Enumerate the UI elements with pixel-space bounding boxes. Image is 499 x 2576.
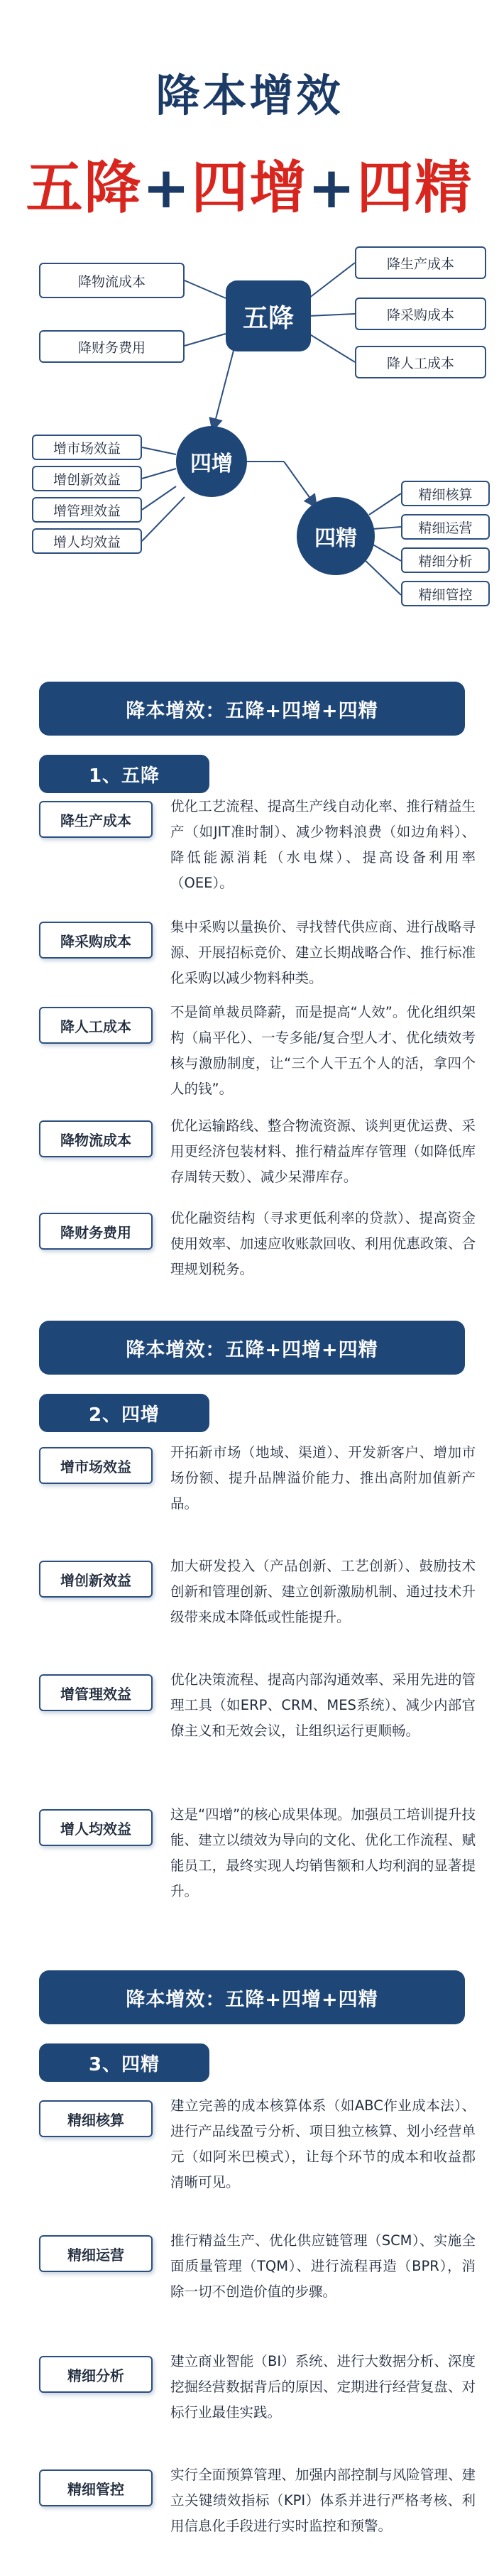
subheader-sijing: 3、四精 [39,2043,209,2082]
leaf-wujiang-shengchan: 降生产成本 [355,246,486,279]
item-label-guanli: 增管理效益 [39,1674,153,1711]
node-sizeng: 四增 [176,426,247,497]
leaf-wujiang-caiwu: 降财务费用 [39,330,185,363]
item-label-wuliu: 降物流成本 [39,1120,153,1157]
item-label-yunying: 精细运营 [39,2235,153,2272]
leaf-wujiang-wuliu: 降物流成本 [39,263,185,298]
item-desc-shengchan: 优化工艺流程、提高生产线自动化率、推行精益生产（如JIT准时制）、减少物料浪费（如边角料）、降低能源消耗（水电煤）、提高设备利用率（OEE）。 [170,798,476,891]
item-label-caiwu: 降财务费用 [39,1213,153,1250]
subtitle-plus: + [142,155,192,221]
item-label-fenxi: 精细分析 [39,2356,153,2393]
subtitle-part-sizeng: 四增 [191,155,308,221]
leaf-wujiang-caigou: 降采购成本 [355,298,486,330]
item-desc-yunying: 推行精益生产、优化供应链管理（SCM）、实施全面质量管理（TQM）、进行流程再造（BPR），消除一切不创造价值的步骤。 [170,2232,476,2300]
item-desc-chuangxin: 加大研发投入（产品创新、工艺创新）、鼓励技术创新和管理创新、建立创新激励机制、通过技术升级带来成本降低或性能提升。 [170,1558,476,1625]
item-desc-guanli: 优化决策流程、提高内部沟通效率、采用先进的管理工具（如ERP、CRM、MES系统）、减少内部官僚主义和无效会议，让组织运行更顺畅。 [170,1671,476,1739]
subtitle-plus: + [307,155,357,221]
leaf-wujiang-rengong: 降人工成本 [355,346,486,378]
item-desc-guankong: 实行全面预算管理、加强内部控制与风险管理、建立关键绩效指标（KPI）体系并进行严格考核、利用信息化手段进行实时监控和预警。 [170,2467,476,2534]
section-header-wujiang: 降本增效：五降+四增+四精 [39,682,465,736]
leaf-sizeng-guanli: 增管理效益 [32,497,142,523]
item-label-caigou: 降采购成本 [39,922,153,959]
item-desc-renjun: 这是“四增”的核心成果体现。加强员工培训提升技能、建立以绩效为导向的文化、优化工作流程、赋能员工，最终实现人均销售额和人均利润的显著提升。 [170,1806,476,1899]
section-header-sijing: 降本增效：五降+四增+四精 [39,1970,465,2024]
subtitle-part-sijing: 四精 [356,155,473,221]
leaf-sizeng-shichang: 增市场效益 [32,435,142,460]
item-label-hesuan: 精细核算 [39,2100,153,2137]
page-title: 降本增效 [155,70,344,121]
leaf-sijing-fenxi: 精细分析 [401,547,490,573]
item-desc-caiwu: 优化融资结构（寻求更低利率的贷款）、提高资金使用效率、加速应收账款回收、利用优惠政策、合理规划税务。 [170,1210,476,1277]
subheader-wujiang: 1、五降 [39,755,209,793]
item-label-renjun: 增人均效益 [39,1809,153,1846]
item-label-chuangxin: 增创新效益 [39,1561,153,1598]
leaf-sijing-guankong: 精细管控 [401,581,490,606]
subtitle-part-wujiang: 五降 [26,155,143,221]
item-label-shichang: 增市场效益 [39,1447,153,1484]
leaf-sijing-yunying: 精细运营 [401,514,490,540]
item-desc-hesuan: 建立完善的成本核算体系（如ABC作业成本法）、进行产品线盈亏分析、项目独立核算、划小经营单元（如阿米巴模式），让每个环节的成本和收益都清晰可见。 [170,2097,476,2190]
item-desc-shichang: 开拓新市场（地域、渠道）、开发新客户、增加市场份额、提升品牌溢价能力、推出高附加值新产品。 [170,1444,476,1512]
leaf-sijing-hesuan: 精细核算 [401,481,490,506]
item-desc-rengong: 不是简单裁员降薪，而是提高“人效”。优化组织架构（扁平化）、一专多能/复合型人才、优化绩效考核与激励制度，让“三个人干五个人的活，拿四个人的钱”。 [170,1004,476,1097]
item-label-rengong: 降人工成本 [39,1007,153,1044]
item-label-guankong: 精细管控 [39,2469,153,2506]
node-wujiang: 五降 [226,280,311,351]
node-sijing: 四精 [297,497,375,575]
section-header-sizeng: 降本增效：五降+四增+四精 [39,1321,465,1375]
subheader-sizeng: 2、四增 [39,1394,209,1432]
item-desc-wuliu: 优化运输路线、整合物流资源、谈判更优运费、采用更经济包装材料、推行精益库存管理（如降低库存周转天数）、减少呆滞库存。 [170,1118,476,1185]
item-label-shengchan: 降生产成本 [39,801,153,838]
leaf-sizeng-chuangxin: 增创新效益 [32,466,142,491]
item-desc-caigou: 集中采购以量换价、寻找替代供应商、进行战略寻源、开展招标竞价、建立长期战略合作、推行标准化采购以减少物料种类。 [170,919,476,986]
leaf-sizeng-renjun: 增人均效益 [32,528,142,554]
item-desc-fenxi: 建立商业智能（BI）系统、进行大数据分析、深度挖掘经营数据背后的原因、定期进行经营复盘、对标行业最佳实践。 [170,2353,476,2421]
